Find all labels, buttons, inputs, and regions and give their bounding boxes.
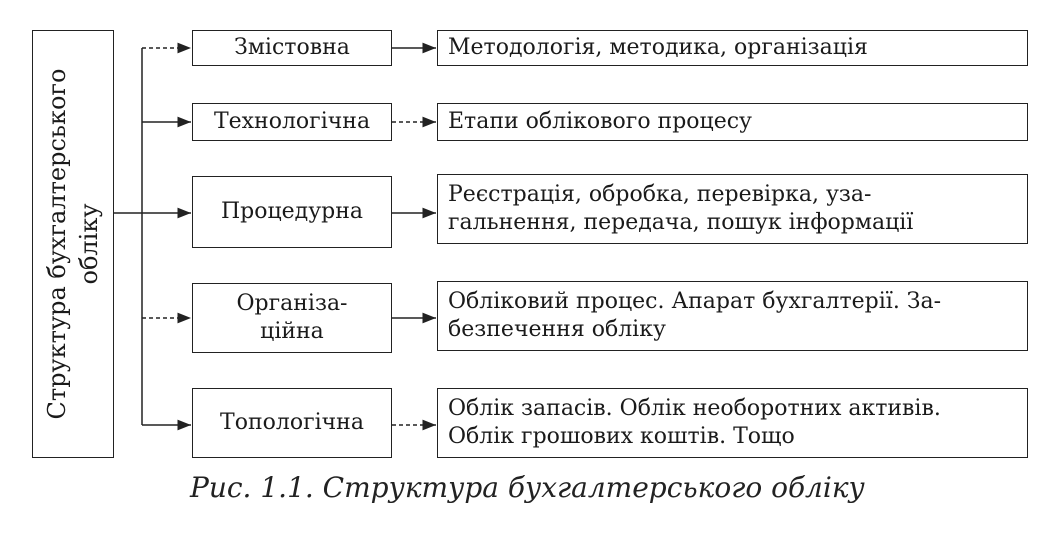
category-box-orhanizatsiina	[192, 283, 392, 353]
category-box-topolohichna	[192, 388, 392, 458]
detail-box-2	[437, 103, 1028, 141]
category-label-line-1: Організа-	[236, 291, 348, 316]
category-label: Топологічна	[220, 410, 364, 435]
detail-text-line-1: Облік запасів. Облік необоротних активів.	[448, 396, 941, 421]
detail-text-line-2: Облік грошових коштів. Тощо	[448, 424, 795, 449]
category-label-line-2: ційна	[260, 319, 324, 344]
category-box-tekhnolohichna	[192, 103, 392, 141]
detail-box-5	[437, 388, 1028, 458]
category-box-protsedurna	[192, 176, 392, 248]
detail-text-line-1: Реєстрація, обробка, перевірка, уза-	[448, 182, 872, 207]
category-box-zmistovna	[192, 30, 392, 66]
category-label: Змістовна	[234, 35, 350, 60]
category-label: Процедурна	[220, 199, 364, 224]
detail-text: Етапи облікового процесу	[448, 109, 752, 134]
root-label	[41, 69, 105, 420]
detail-box-4	[437, 281, 1028, 351]
root-label-line-2: обліку	[75, 203, 103, 285]
figure-caption: Рис. 1.1. Структура бухгалтерського обліку	[190, 471, 865, 504]
detail-text-line-1: Обліковий процес. Апарат бухгалтерії. За-	[448, 289, 942, 314]
detail-text: Методологія, методика, організація	[448, 35, 868, 60]
root-box	[32, 30, 114, 458]
root-label-line-1: Структура бухгалтерського	[43, 68, 71, 420]
detail-box-1	[437, 30, 1028, 66]
category-label: Технологічна	[213, 109, 371, 134]
detail-text-line-2: гальнення, передача, пошук інформації	[448, 210, 914, 235]
detail-box-3	[437, 174, 1028, 244]
detail-text-line-2: безпечення обліку	[448, 317, 666, 342]
